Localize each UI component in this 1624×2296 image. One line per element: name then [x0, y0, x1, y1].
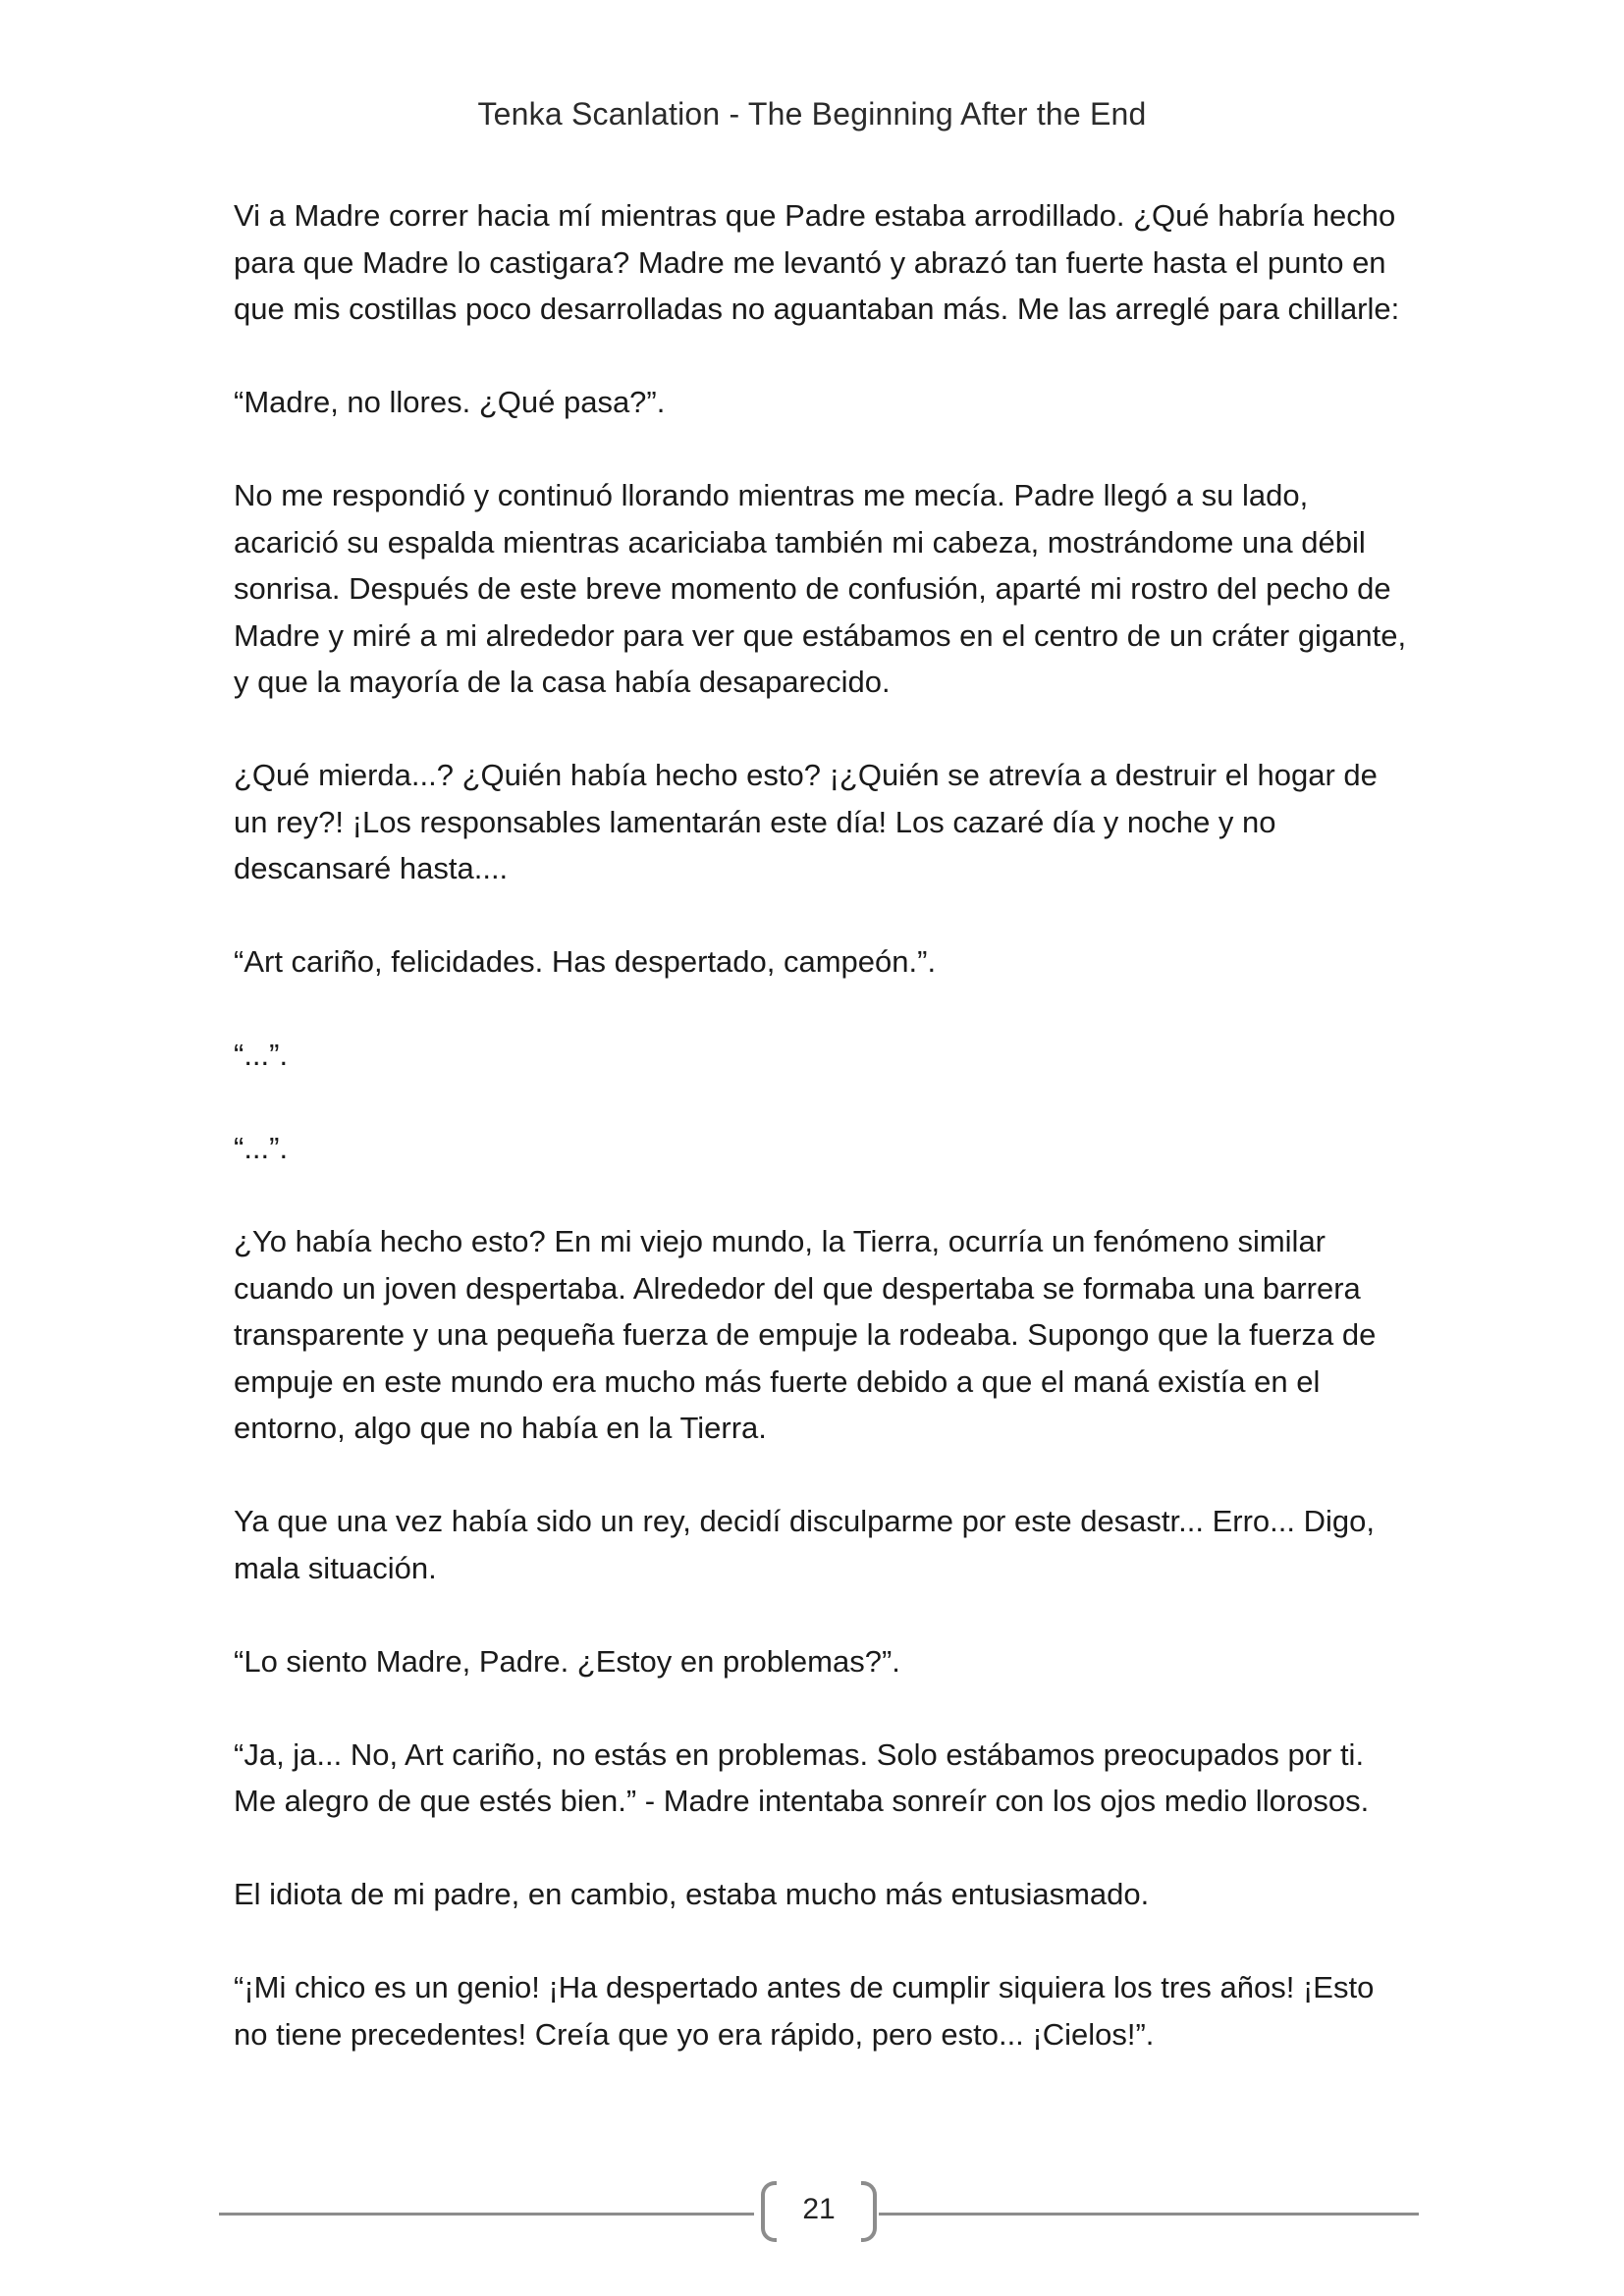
page-number: 21 — [802, 2193, 836, 2225]
footer-rule-right — [879, 2213, 1419, 2216]
paragraph: “Ja, ja... No, Art cariño, no estás en problemas. Solo estábamos preocupados por ti. Me alegro de que estés bien.” - Madre intentaba sonreír con los ojos medio llorosos. — [234, 1736, 1370, 1818]
paragraph: “¡Mi chico es un genio! ¡Ha despertado antes de cumplir siquiera los tres años! ¡Esto no tiene precedentes! Creía que yo era rápido, pero esto... ¡Cielos!”. — [234, 1970, 1375, 2052]
open-bracket-icon — [761, 2181, 777, 2242]
paragraph: Vi a Madre correr hacia mí mientras que Padre estaba arrodillado. ¿Qué habría hecho para que Madre lo castigara? Madre me levantó y abrazó tan fuerte hasta el punto en que mis costillas poco desarrolladas no aguantaban más. Me las arreglé para chillarle: — [234, 198, 1400, 326]
paragraph: No me respondió y continuó llorando mientras me mecía. Padre llegó a su lado, acarició su espalda mientras acariciaba también mi cabeza, mostrándome una débil sonrisa. Después de este breve momento de confusión, aparté mi rostro del pecho de Madre y miré a mi alrededor para ver que estábamos en el centro de un cráter gigante, y que la mayoría de la casa había desaparecido. — [234, 478, 1407, 699]
paragraph: “...”. — [234, 1131, 289, 1165]
paragraph: El idiota de mi padre, en cambio, estaba mucho más entusiasmado. — [234, 1877, 1150, 1911]
paragraph: “...”. — [234, 1038, 289, 1072]
paragraph: ¿Yo había hecho esto? En mi viejo mundo, la Tierra, ocurría un fenómeno similar cuando un joven despertaba. Alrededor del que despertaba se formaba una barrera transparente y una pequeña fuerza de empuje la rodeaba. Supongo que la fuerza de empuje en este mundo era mucho más fuerte debido a que el maná existía en el entorno, algo que no había en la Tierra. — [234, 1224, 1377, 1445]
page-footer — [219, 2181, 1419, 2246]
paragraph: ¿Qué mierda...? ¿Quién había hecho esto? ¡¿Quién se atrevía a destruir el hogar de un rey?! ¡Los responsables lamentarán este día! Los cazaré día y noche y no descansaré hasta.... — [234, 758, 1378, 885]
paragraph: “Lo siento Madre, Padre. ¿Estoy en problemas?”. — [234, 1643, 900, 1679]
paragraph: Ya que una vez había sido un rey, decidí disculparme por este desastr... Erro... Digo, mala situación. — [234, 1504, 1375, 1585]
paragraph: “Madre, no llores. ¿Qué pasa?”. — [234, 385, 666, 419]
footer-rule-left — [219, 2213, 754, 2216]
page-header: Tenka Scanlation - The Beginning After the End — [477, 96, 1147, 132]
body-text — [234, 192, 1412, 2105]
paragraph: “Art cariño, felicidades. Has despertado, campeón.”. — [234, 944, 937, 979]
close-bracket-icon — [861, 2181, 877, 2242]
